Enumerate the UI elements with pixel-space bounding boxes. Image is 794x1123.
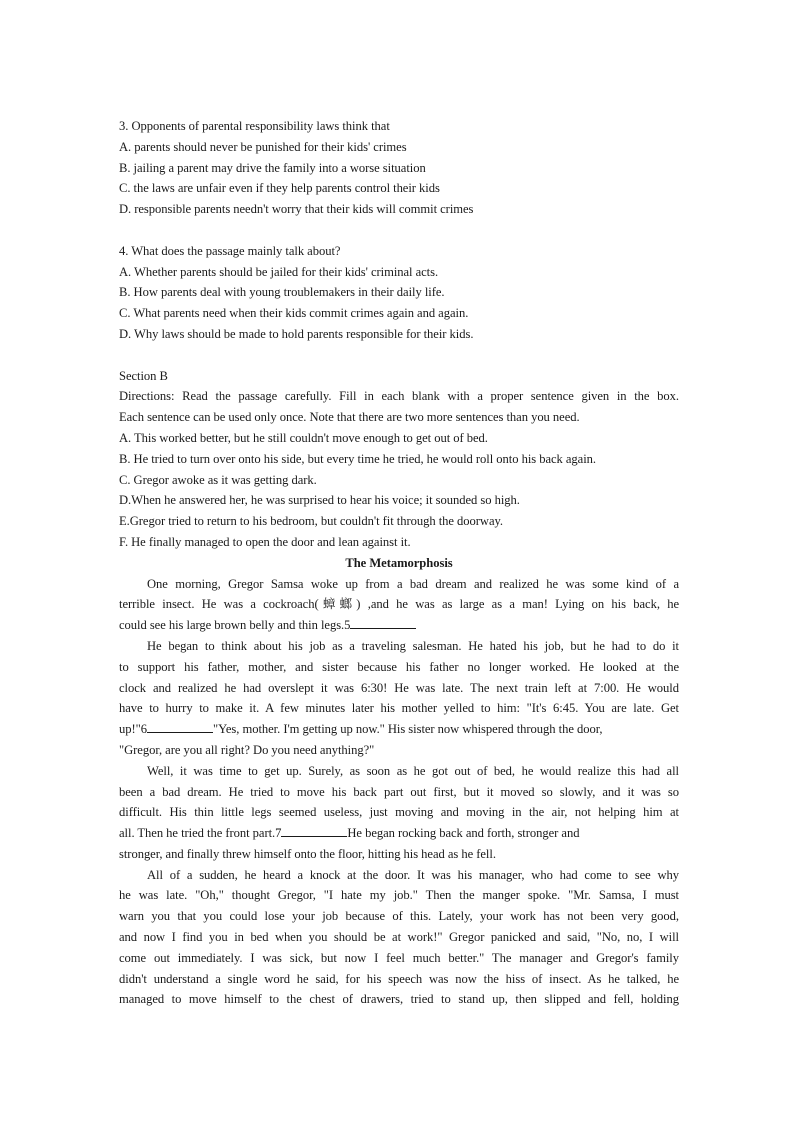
- sentence-option-f: F. He finally managed to open the door and lean against it.: [119, 534, 411, 549]
- story-text: up!"6: [119, 722, 147, 737]
- story-line: difficult. His thin little legs seemed useless, just moving and moving in the air, not helping him at: [119, 805, 679, 820]
- story-line: have to hurry to make it. A few minutes later his mother yelled to him: "It's 6:45. You are late. Get: [119, 701, 679, 716]
- story-line: [119, 719, 679, 740]
- q3-option-b: B. jailing a parent may drive the family into a worse situation: [119, 160, 426, 175]
- q4-option-d: D. Why laws should be made to hold parents responsible for their kids.: [119, 326, 474, 341]
- q4-option-b: B. How parents deal with young troublemakers in their daily life.: [119, 285, 445, 300]
- story-line: didn't understand a single word he said, for his speech was now the hiss of insect. As he talked, he: [119, 971, 679, 986]
- sentence-option-c: C. Gregor awoke as it was getting dark.: [119, 472, 317, 487]
- blank-5[interactable]: [350, 616, 416, 629]
- spacer: [119, 220, 679, 241]
- story-text: could see his large brown belly and thin legs.5: [119, 618, 351, 633]
- story-line: clock and realized he had overslept it was 6:30! He was late. The next train left at 7:00. He would: [119, 680, 679, 695]
- blank-7[interactable]: [281, 824, 347, 837]
- story-line: to support his father, mother, and sister because his father no longer worked. He looked at the: [119, 659, 679, 674]
- story-line: "Gregor, are you all right? Do you need anything?": [119, 742, 375, 757]
- q3-stem: 3. Opponents of parental responsibility laws think that: [119, 119, 390, 133]
- story-line: One morning, Gregor Samsa woke up from a bad dream and realized he was some kind of a: [147, 576, 679, 591]
- directions-line: Directions: Read the passage carefully. Fill in each blank with a proper sentence given in the box.: [119, 389, 679, 404]
- story-text: He began rocking back and forth, stronger and: [347, 826, 580, 841]
- section-b-heading: Section B: [119, 368, 168, 383]
- spacer: [119, 345, 679, 366]
- blank-6[interactable]: [147, 720, 213, 733]
- sentence-option-b: B. He tried to turn over onto his side, but every time he tried, he would roll onto his back again.: [119, 451, 597, 466]
- story-line: come out immediately. I was sick, but now I feel much better." The manager and Gregor's family: [119, 950, 679, 965]
- story-line: Well, it was time to get up. Surely, as soon as he got out of bed, he would realize this had all: [147, 763, 679, 778]
- q3-option-d: D. responsible parents needn't worry that their kids will commit crimes: [119, 202, 474, 217]
- directions-line: Each sentence can be used only once. Note that there are two more sentences than you need.: [119, 410, 580, 425]
- story-line: been a bad dream. He tried to move his back part out first, but it moved so slowly, and it was so: [119, 784, 679, 799]
- story-line: [119, 615, 679, 636]
- q4-stem: 4. What does the passage mainly talk about?: [119, 243, 341, 258]
- story-line: All of a sudden, he heard a knock at the door. It was his manager, who had come to see why: [147, 867, 679, 882]
- story-line: warn you that you could lose your job because of this. Lately, your work has not been very good,: [119, 909, 679, 924]
- story-line: [119, 823, 679, 844]
- story-line: He began to think about his job as a traveling salesman. He hated his job, but he had to do it: [147, 638, 679, 653]
- story-title: The Metamorphosis: [345, 555, 453, 570]
- q3-option-a: A. parents should never be punished for their kids' crimes: [119, 139, 407, 154]
- q4-option-c: C. What parents need when their kids commit crimes again and again.: [119, 306, 469, 321]
- story-text: "Yes, mother. I'm getting up now." His sister now whispered through the door,: [212, 722, 603, 737]
- q3-option-c: C. the laws are unfair even if they help parents control their kids: [119, 181, 440, 196]
- story-line: stronger, and finally threw himself onto the floor, hitting his head as he fell.: [119, 846, 496, 861]
- story-line: terrible insect. He was a cockroach(蟑螂) ,and he was as large as a man! Lying on his back, he: [119, 597, 679, 612]
- story-line: and now I find you in bed when you should be at work!" Gregor panicked and said, "No, no, I will: [119, 930, 679, 945]
- story-line: he was late. "Oh," thought Gregor, "I hate my job." Then the manger spoke. "Mr. Samsa, I must: [119, 888, 679, 903]
- document-page: [119, 116, 679, 1010]
- sentence-option-e: E.Gregor tried to return to his bedroom, but couldn't fit through the doorway.: [119, 514, 504, 529]
- story-line: managed to move himself to the chest of drawers, tried to stand up, then slipped and fell, holding: [119, 992, 679, 1007]
- sentence-option-d: D.When he answered her, he was surprised to hear his voice; it sounded so high.: [119, 493, 520, 508]
- story-text: all. Then he tried the front part.7: [119, 826, 282, 841]
- q4-option-a: A. Whether parents should be jailed for their kids' criminal acts.: [119, 264, 439, 279]
- sentence-option-a: A. This worked better, but he still couldn't move enough to get out of bed.: [119, 430, 488, 445]
